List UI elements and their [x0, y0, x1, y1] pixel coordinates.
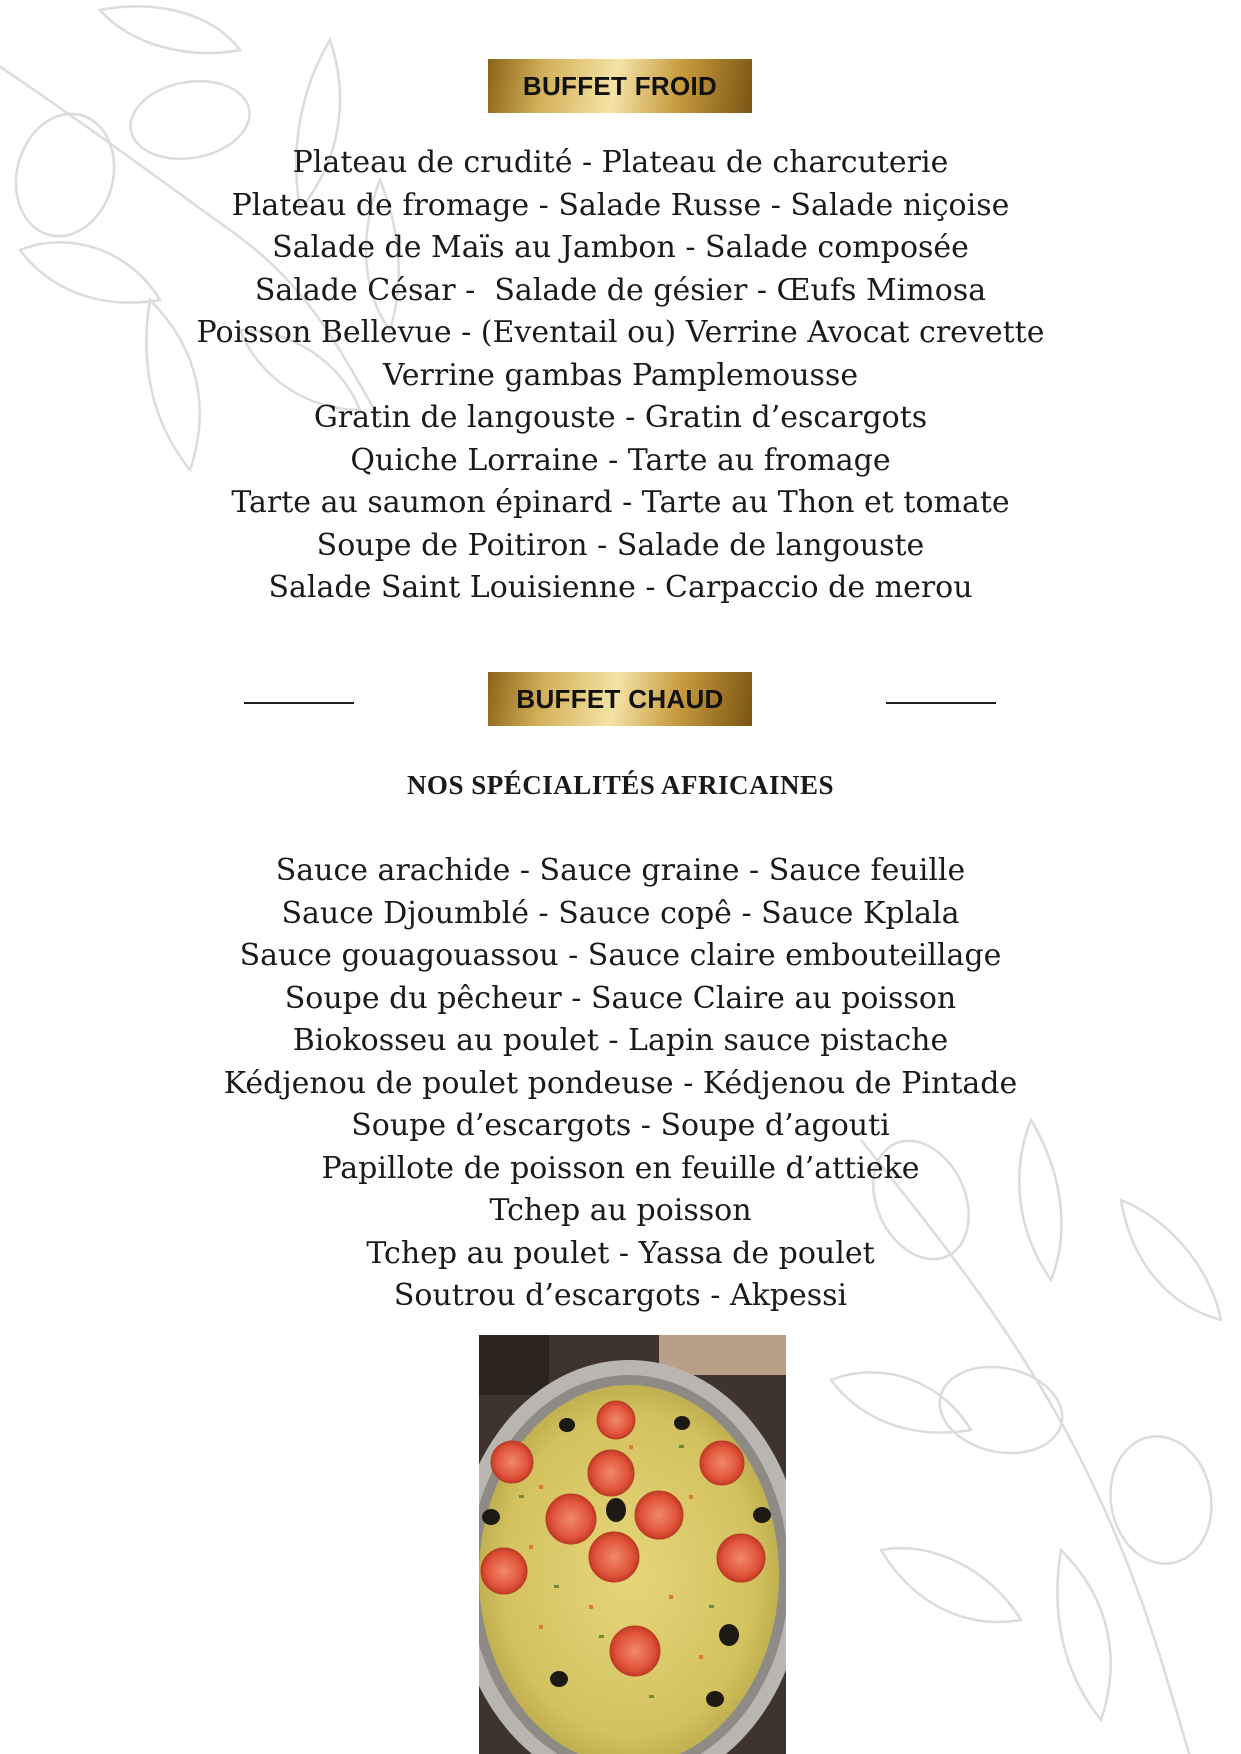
list-item: Soupe d’escargots - Soupe d’agouti — [351, 1108, 890, 1143]
buffet-chaud-title: BUFFET CHAUD — [516, 683, 724, 714]
section-subtitle: NOS SPÉCIALITÉS AFRICAINES — [406, 770, 835, 800]
divider-left — [244, 702, 354, 704]
list-item: Tarte au saumon épinard - Tarte au Thon et tomate — [231, 485, 1010, 520]
divider-right — [886, 702, 996, 704]
list-item: Plateau de fromage - Salade Russe - Salade niçoise — [231, 187, 1010, 223]
buffet-froid-title: BUFFET FROID — [522, 70, 718, 101]
list-item: Salade César - Salade de gésier - Œufs Mimosa — [254, 272, 987, 308]
buffet-chaud-list — [0, 850, 1241, 1318]
list-item: Verrine gambas Pamplemousse — [382, 357, 859, 393]
buffet-froid-list — [0, 142, 1241, 610]
buffet-chaud-banner — [488, 672, 752, 726]
list-item: Quiche Lorraine - Tarte au fromage — [350, 442, 891, 478]
list-item: Kédjenou de poulet pondeuse - Kédjenou de Pintade — [223, 1065, 1018, 1101]
list-item: Soutrou d’escargots - Akpessi — [393, 1278, 848, 1313]
list-item: Salade de Maïs au Jambon - Salade composée — [272, 230, 969, 265]
list-item: Tchep au poulet - Yassa de poulet — [366, 1235, 875, 1271]
list-item: Gratin de langouste - Gratin d’escargots — [313, 400, 928, 435]
buffet-froid-banner — [488, 59, 752, 113]
list-item: Sauce gouagouassou - Sauce claire embouteillage — [239, 938, 1002, 973]
list-item: Tchep au poisson — [489, 1193, 752, 1228]
rice-dish-photo — [479, 1335, 786, 1754]
list-item: Soupe de Poitiron - Salade de langouste — [316, 527, 925, 563]
list-item: Plateau de crudité - Plateau de charcuterie — [292, 145, 949, 180]
list-item: Papillote de poisson en feuille d’attieke — [321, 1150, 920, 1186]
list-item: Sauce Djoumblé - Sauce copê - Sauce Kplala — [281, 895, 960, 931]
list-item: Soupe du pêcheur - Sauce Claire au poisson — [284, 980, 957, 1016]
list-item: Salade Saint Louisienne - Carpaccio de merou — [268, 570, 973, 605]
list-item: Poisson Bellevue - (Eventail ou) Verrine Avocat crevette — [196, 315, 1045, 350]
list-item: Biokosseu au poulet - Lapin sauce pistache — [292, 1023, 949, 1058]
list-item: Sauce arachide - Sauce graine - Sauce feuille — [275, 853, 966, 888]
